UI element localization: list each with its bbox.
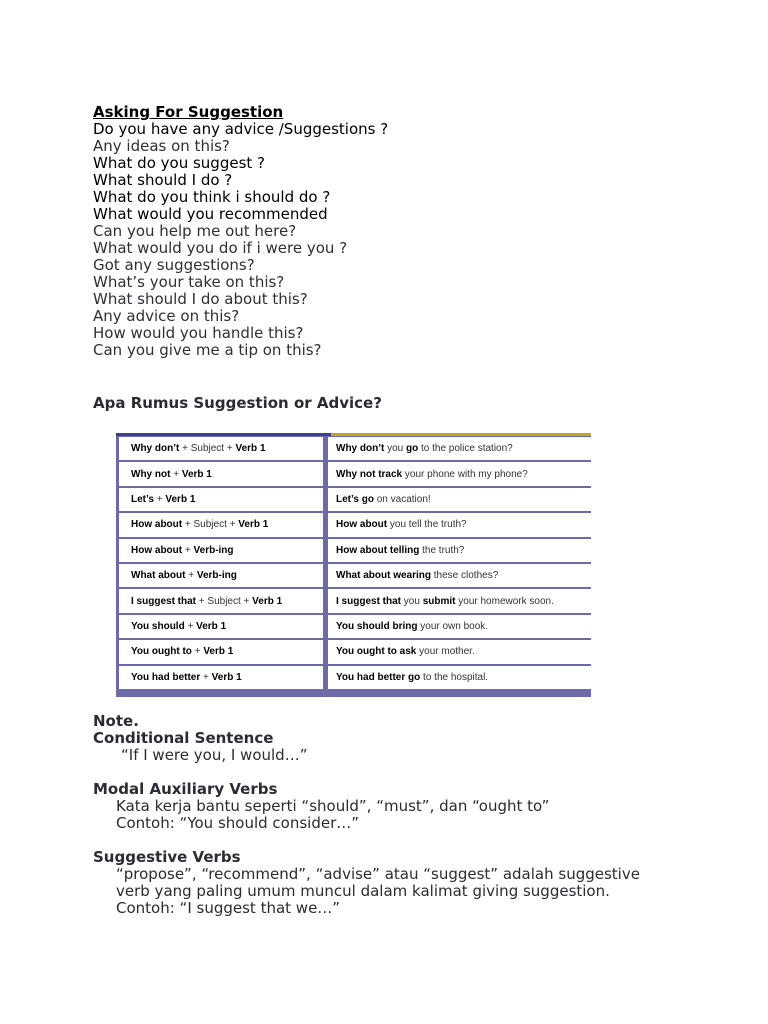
formula-part: + — [182, 544, 194, 556]
example-part: Why not track — [336, 468, 403, 480]
formula-part: You should — [131, 620, 185, 632]
asking-line: What do you suggest ? — [93, 154, 265, 172]
formula-part: Why don’t — [131, 443, 180, 455]
conditional-text: “If I were you, I would…” — [121, 746, 308, 764]
example-part: to the police station? — [418, 443, 513, 455]
formula-part: Verb 1 — [252, 595, 283, 607]
example-cell — [328, 513, 591, 538]
formula-cell — [119, 589, 328, 614]
example-cell — [328, 640, 591, 665]
example-part: your mother. — [416, 646, 475, 658]
formula-part: How about — [131, 519, 183, 531]
example-cell — [328, 564, 591, 589]
asking-line: Can you give me a tip on this? — [93, 341, 322, 359]
table-row — [119, 488, 591, 513]
rumus-table — [119, 437, 591, 689]
formula-cell — [119, 462, 328, 487]
asking-line: What would you recommended — [93, 205, 328, 223]
formula-part: Verb 1 — [165, 493, 196, 505]
example-part: I suggest that — [336, 595, 402, 607]
table-row — [119, 640, 591, 665]
asking-line: Can you help me out here? — [93, 222, 297, 240]
example-part: How about — [336, 519, 388, 531]
example-part: submit — [422, 595, 456, 607]
asking-line: Got any suggestions? — [93, 256, 255, 274]
example-part: Why don’t — [336, 443, 385, 455]
formula-part: Verb 1 — [211, 671, 242, 683]
table-row — [119, 666, 591, 689]
example-part: to the hospital. — [420, 671, 489, 683]
formula-cell — [119, 666, 328, 689]
formula-part: + — [200, 671, 212, 683]
example-part: you — [401, 595, 423, 607]
formula-part: What about — [131, 570, 186, 582]
formula-part: + Subject + — [182, 519, 239, 531]
formula-part: + — [170, 468, 182, 480]
table-accent-bar — [331, 433, 591, 436]
table-row — [119, 437, 591, 462]
formula-part: Verb 1 — [203, 646, 234, 658]
modal-line: Contoh: “You should consider…” — [116, 814, 360, 832]
formula-cell — [119, 488, 328, 513]
asking-line: What’s your take on this? — [93, 273, 285, 291]
modal-line: Kata kerja bantu seperti “should”, “must”, dan “ought to” — [116, 797, 550, 815]
suggestive-line: “propose”, “recommend”, “advise” atau “suggest” adalah suggestive — [116, 865, 640, 883]
example-part: Let’s go — [336, 493, 374, 505]
example-part: What about wearing — [336, 570, 431, 582]
formula-part: You ought to — [131, 646, 192, 658]
example-part: You ought to ask — [336, 646, 417, 658]
formula-cell — [119, 513, 328, 538]
asking-line: What should I do ? — [93, 171, 233, 189]
formula-part: + Subject + — [179, 443, 236, 455]
table-row — [119, 589, 591, 614]
table-row — [119, 513, 591, 538]
example-part: you — [384, 443, 407, 455]
formula-part: Verb 1 — [238, 519, 269, 531]
formula-cell — [119, 564, 328, 589]
example-cell — [328, 666, 591, 689]
notes-section — [93, 713, 733, 917]
example-part: on vacation! — [373, 493, 431, 505]
formula-part: Why not — [131, 468, 171, 480]
example-cell — [328, 462, 591, 487]
table-row — [119, 539, 591, 564]
example-part: You should bring — [336, 620, 418, 632]
asking-line: What do you think i should do ? — [93, 188, 331, 206]
rumus-table-image — [116, 433, 591, 697]
formula-part: You had better — [131, 671, 201, 683]
suggestive-title: Suggestive Verbs — [93, 848, 241, 866]
formula-cell — [119, 615, 328, 640]
formula-part: + — [153, 493, 166, 505]
formula-part: How about — [131, 544, 183, 556]
conditional-title: Conditional Sentence — [93, 729, 274, 747]
asking-line: What should I do about this? — [93, 290, 308, 308]
formula-part: + — [184, 620, 197, 632]
example-cell — [328, 589, 591, 614]
asking-line: Any advice on this? — [93, 307, 240, 325]
example-part: you tell the truth? — [387, 519, 467, 531]
note-label: Note. — [93, 712, 139, 730]
table-row — [119, 615, 591, 640]
formula-part: Verb 1 — [235, 443, 266, 455]
formula-part: + — [191, 646, 204, 658]
formula-cell — [119, 437, 328, 462]
example-cell — [328, 437, 591, 462]
rumus-title: Apa Rumus Suggestion or Advice? — [93, 394, 382, 412]
example-cell — [328, 615, 591, 640]
formula-part: Let’s — [131, 493, 154, 505]
asking-line: How would you handle this? — [93, 324, 304, 342]
formula-part: Verb-ing — [193, 544, 234, 556]
asking-line: What would you do if i were you ? — [93, 239, 348, 257]
example-part: How about telling — [336, 544, 420, 556]
formula-part: Verb-ing — [196, 570, 237, 582]
example-part: your homework soon. — [455, 595, 554, 607]
suggestive-line: verb yang paling umum muncul dalam kalimat giving suggestion. — [116, 882, 610, 900]
asking-title: Asking For Suggestion — [93, 103, 284, 121]
asking-line: Do you have any advice /Suggestions ? — [93, 120, 389, 138]
example-part: You had better go — [336, 671, 421, 683]
asking-line: Any ideas on this? — [93, 137, 230, 155]
formula-part: I suggest that — [131, 595, 197, 607]
formula-cell — [119, 640, 328, 665]
example-part: go — [406, 443, 419, 455]
formula-cell — [119, 539, 328, 564]
example-cell — [328, 488, 591, 513]
asking-section — [93, 104, 733, 359]
example-part: your phone with my phone? — [402, 468, 528, 480]
modal-title: Modal Auxiliary Verbs — [93, 780, 278, 798]
example-cell — [328, 539, 591, 564]
suggestive-line: Contoh: “I suggest that we…” — [116, 899, 341, 917]
example-part: the truth? — [419, 544, 465, 556]
example-part: these clothes? — [431, 570, 499, 582]
formula-part: Verb 1 — [196, 620, 227, 632]
example-part: your own book. — [417, 620, 489, 632]
formula-part: + Subject + — [196, 595, 253, 607]
table-row — [119, 564, 591, 589]
formula-part: Verb 1 — [181, 468, 212, 480]
formula-part: + — [185, 570, 197, 582]
table-row — [119, 462, 591, 487]
